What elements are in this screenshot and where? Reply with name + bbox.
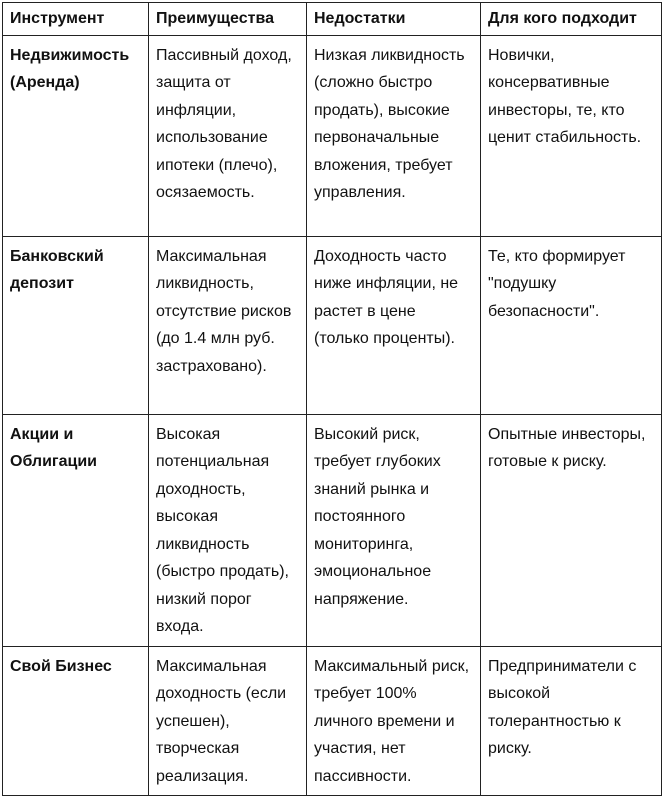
- cell-disadvantages: Высокий риск, требует глубоких знаний рынка и постоянного мониторинга, эмоциональное напряжение.: [307, 414, 481, 646]
- table-row: [3, 35, 662, 236]
- cell-advantages: Высокая потенциальная доходность, высокая ликвидность (быстро продать), низкий порог входа.: [149, 414, 307, 646]
- table-row: [3, 414, 662, 646]
- header-advantages: Преимущества: [149, 3, 307, 36]
- cell-disadvantages: Низкая ликвидность (сложно быстро продать), высокие первоначальные вложения, требует управления.: [307, 35, 481, 236]
- cell-suitable-for: Предприниматели с высокой толерантностью к риску.: [481, 646, 662, 796]
- header-disadvantages: Недостатки: [307, 3, 481, 36]
- cell-advantages: Максимальная доходность (если успешен), творческая реализация.: [149, 646, 307, 796]
- header-instrument: Инструмент: [3, 3, 149, 36]
- comparison-table-container: [2, 2, 664, 791]
- cell-instrument: Банковский депозит: [3, 236, 149, 414]
- table-header: [3, 3, 662, 36]
- header-suitable-for: Для кого подходит: [481, 3, 662, 36]
- cell-suitable-for: Новички, консервативные инвесторы, те, кто ценит стабильность.: [481, 35, 662, 236]
- table-body: [3, 35, 662, 796]
- table-row: [3, 236, 662, 414]
- cell-suitable-for: Те, кто формирует "подушку безопасности".: [481, 236, 662, 414]
- investment-comparison-table: [2, 2, 662, 796]
- cell-instrument: Недвижимость (Аренда): [3, 35, 149, 236]
- cell-disadvantages: Максимальный риск, требует 100% личного времени и участия, нет пассивности.: [307, 646, 481, 796]
- header-row: [3, 3, 662, 36]
- cell-suitable-for: Опытные инвесторы, готовые к риску.: [481, 414, 662, 646]
- cell-advantages: Максимальная ликвидность, отсутствие рисков (до 1.4 млн руб. застраховано).: [149, 236, 307, 414]
- cell-disadvantages: Доходность часто ниже инфляции, не растет в цене (только проценты).: [307, 236, 481, 414]
- cell-advantages: Пассивный доход, защита от инфляции, использование ипотеки (плечо), осязаемость.: [149, 35, 307, 236]
- table-row: [3, 646, 662, 796]
- cell-instrument: Свой Бизнес: [3, 646, 149, 796]
- cell-instrument: Акции и Облигации: [3, 414, 149, 646]
